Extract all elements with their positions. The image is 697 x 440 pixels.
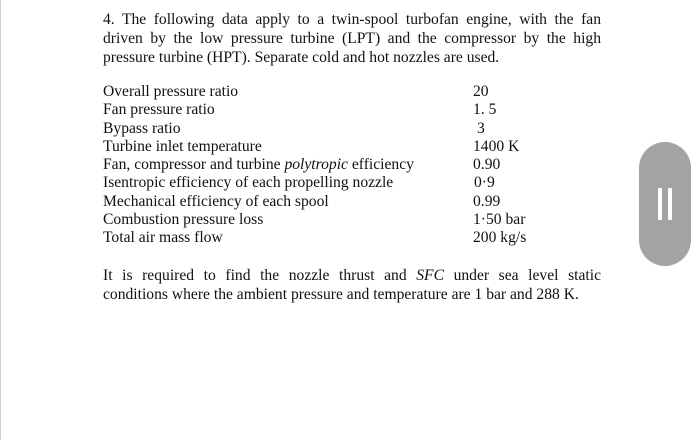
parameter-label: Total air mass flow [103,229,223,247]
page-edge-divider [0,0,1,440]
parameter-row [103,120,563,138]
label-part: Fan, compressor and turbine [103,156,285,174]
task-italic-text: SFC [416,267,444,284]
task-line: conditions where the ambient pressure and temperature are 1 bar and 288 K. [103,286,579,303]
parameter-value: 1400 K [473,137,520,155]
pause-bar-right [668,188,672,220]
task-line [103,266,601,285]
parameter-value: 200 kg/s [473,229,527,247]
parameter-value: 3 [477,119,485,137]
task-text: under sea level static [443,267,601,284]
parameter-table [103,83,563,248]
parameter-value: 0·9 [474,174,495,192]
parameter-label: Bypass ratio [103,119,181,137]
parameter-label: Isentropic efficiency of each propelling nozzle [103,174,394,192]
parameter-label: Turbine inlet temperature [103,137,262,155]
parameter-label [103,156,414,174]
parameter-row [103,193,563,211]
pause-bar-left [658,188,662,220]
pause-button[interactable] [639,142,691,266]
parameter-value: 20 [473,83,489,100]
problem-intro [103,10,601,67]
parameter-row [103,156,563,174]
label-italic-part: polytropic [284,156,348,174]
intro-line: pressure turbine (HPT). Separate cold and hot nozzles are used. [103,49,500,66]
parameter-row [103,138,563,156]
parameter-value: 1·50 bar [473,211,526,229]
parameter-value: 1. 5 [473,101,497,119]
parameter-label: Mechanical efficiency of each spool [103,192,329,210]
label-part: efficiency [347,156,414,174]
parameter-row [103,211,563,229]
parameter-label: Combustion pressure loss [103,211,264,229]
parameter-label: Overall pressure ratio [103,83,239,100]
parameter-row [103,229,563,247]
parameter-value: 0.99 [473,192,501,210]
parameter-row [103,174,563,192]
intro-line: driven by the low pressure turbine (LPT) and the compressor by the high [103,30,601,47]
parameter-value: 0.90 [473,156,501,174]
problem-task [103,266,601,304]
parameter-label: Fan pressure ratio [103,101,215,119]
parameter-row [103,101,563,119]
task-text: It is required to find the nozzle thrust and [103,267,417,284]
intro-line: 4. The following data apply to a twin-spool turbofan engine, with the fan [103,11,601,28]
parameter-row [103,83,563,101]
